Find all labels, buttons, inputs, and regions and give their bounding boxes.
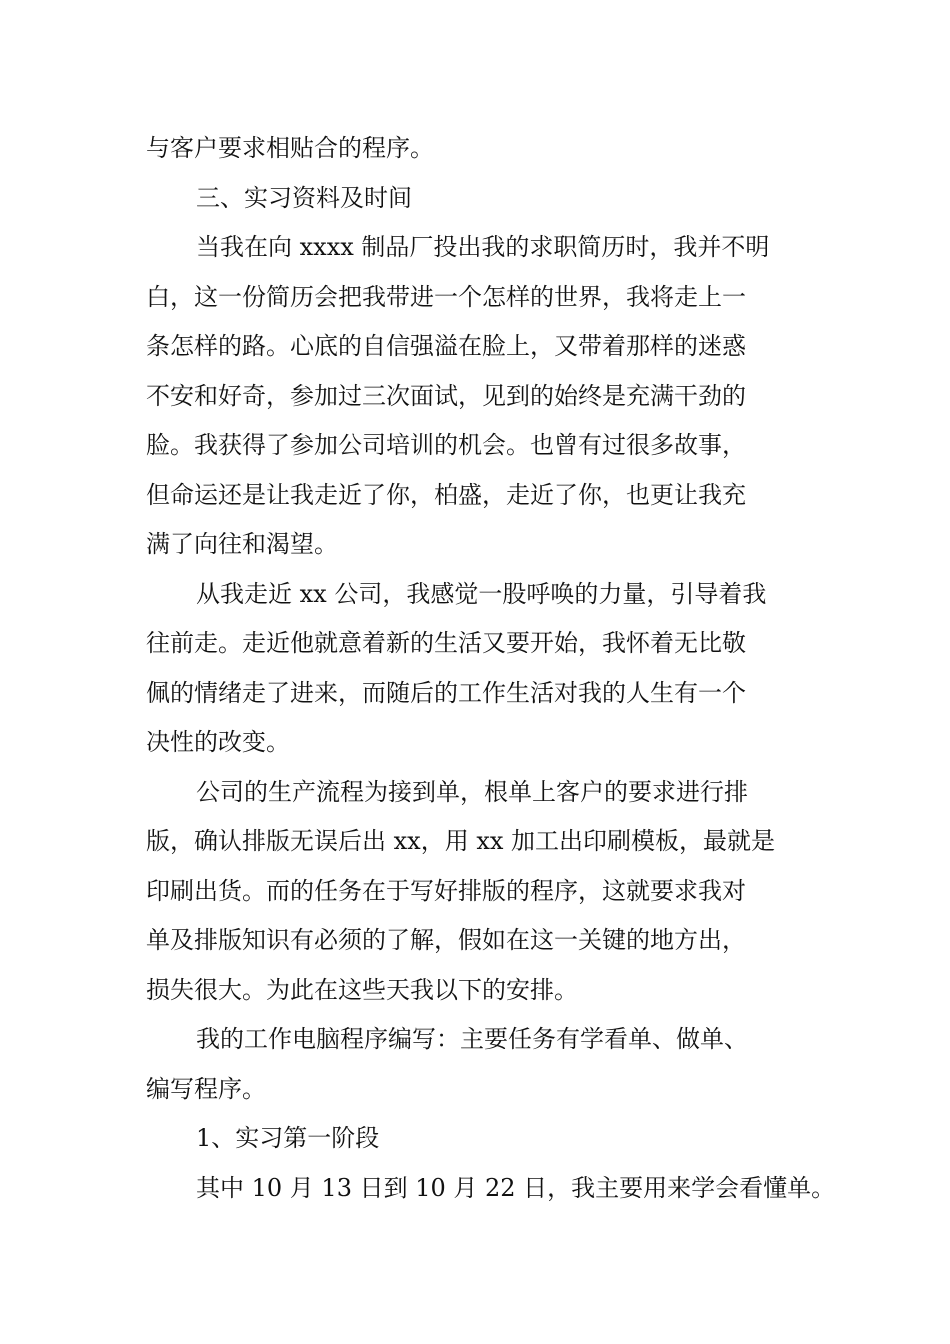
- text-line: 脸。我获得了参加公司培训的机会。也曾有过很多故事，: [146, 431, 746, 459]
- paragraph-continuation: [146, 124, 816, 174]
- text-line: 其中 10 月 13 日到 10 月 22 日，我主要用来学会看懂单。: [196, 1173, 836, 1202]
- document-body: [146, 124, 836, 1213]
- text-line: 往前走。走近他就意着新的生活又要开始，我怀着无比敬: [146, 629, 746, 657]
- text-line: 编写程序。: [146, 1074, 266, 1103]
- text-line: 与客户要求相贴合的程序。: [146, 134, 434, 162]
- text-line: 印刷出货。而的任务在于写好排版的程序，这就要求我对: [146, 876, 746, 905]
- text-line: 当我在向 xxxx 制品厂投出我的求职简历时，我并不明: [196, 233, 770, 261]
- text-line: 三、实习资料及时间: [196, 183, 412, 212]
- paragraph: [146, 1164, 836, 1214]
- text-line: 从我走近 xx 公司，我感觉一股呼唤的力量，引导着我: [196, 579, 767, 608]
- paragraph: [146, 768, 816, 1016]
- paragraph: [146, 223, 816, 570]
- text-line: 版，确认排版无误后出 xx，用 xx 加工出印刷模板，最就是: [146, 827, 776, 855]
- text-line: 满了向往和渴望。: [146, 530, 338, 558]
- text-line: 损失很大。为此在这些天我以下的安排。: [146, 975, 578, 1004]
- paragraph: [146, 570, 816, 768]
- subsection-heading: [146, 1114, 816, 1164]
- text-line: 不安和好奇，参加过三次面试，见到的始终是充满干劲的: [146, 381, 746, 410]
- text-line: 单及排版知识有必须的了解，假如在这一关键的地方出，: [146, 926, 746, 954]
- text-line: 白，这一份简历会把我带进一个怎样的世界，我将走上一: [146, 282, 746, 311]
- text-line: 我的工作电脑程序编写：主要任务有学看单、做单、: [196, 1025, 748, 1053]
- text-line: 佩的情绪走了进来，而随后的工作生活对我的人生有一个: [146, 678, 746, 707]
- text-line: 决性的改变。: [146, 728, 290, 756]
- text-line: 但命运还是让我走近了你，柏盛，走近了你，也更让我充: [146, 480, 746, 509]
- text-line: 1、实习第一阶段: [196, 1124, 380, 1152]
- text-line: 公司的生产流程为接到单，根单上客户的要求进行排: [196, 777, 748, 806]
- text-line: 条怎样的路。心底的自信强溢在脸上，又带着那样的迷惑: [146, 332, 746, 360]
- section-heading: [146, 174, 816, 224]
- paragraph: [146, 1015, 816, 1114]
